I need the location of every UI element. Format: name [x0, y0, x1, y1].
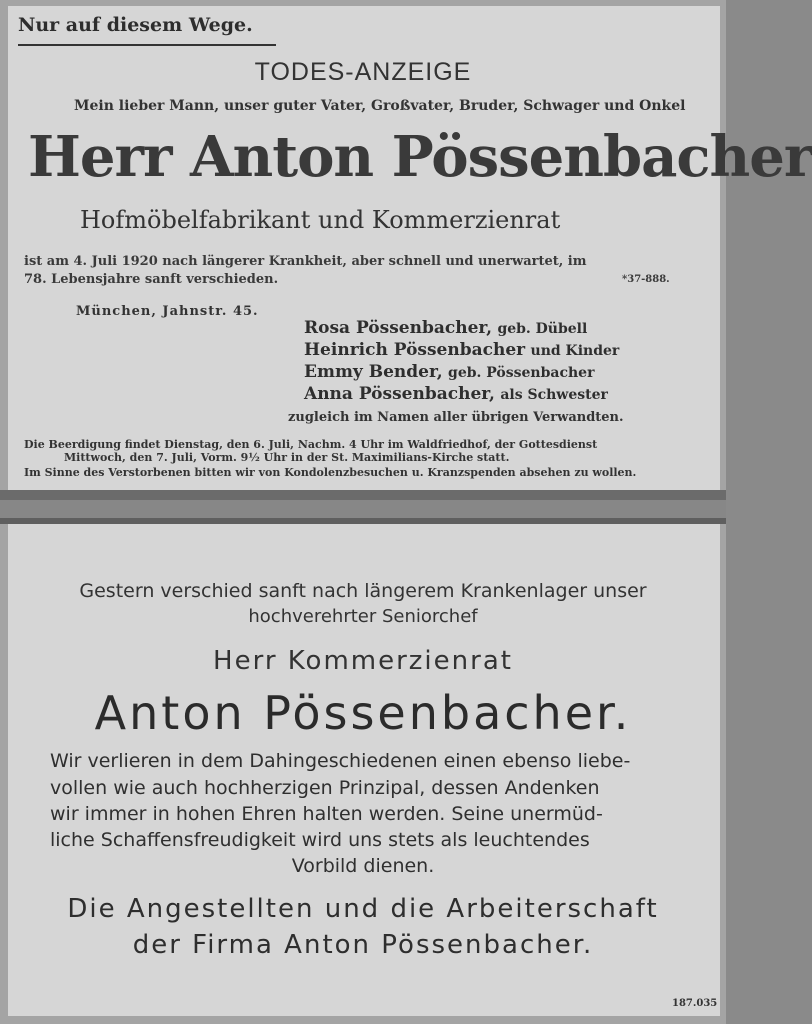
mourner-relation: als Schwester [500, 387, 608, 403]
mourner-entry [304, 340, 619, 360]
body-text-line: wir immer in hohen Ehren halten werden. Seine unermüd- [50, 803, 603, 825]
signature-line: Die Angestellten und die Arbeiterschaft [67, 894, 659, 924]
deceased-profession: Hofmöbelfabrikant und Kommerzienrat [80, 206, 561, 234]
funeral-info-line: Mittwoch, den 7. Juli, Vorm. 9½ Uhr in der St. Maximilians-Kirche statt. [64, 451, 510, 464]
mourner-entry [304, 362, 594, 382]
mourner-relation: und Kinder [530, 343, 620, 359]
mourner-relation: geb. Pössenbacher [448, 365, 595, 381]
mourner-name: Rosa Pössenbacher, [304, 318, 493, 338]
mourner-entry [304, 318, 587, 338]
body-text-line: vollen wie auch hochherzigen Prinzipal, dessen Andenken [50, 777, 600, 799]
deceased-name-large: Anton Pössenbacher. [94, 686, 632, 740]
honorific-title: Herr Kommerzienrat [213, 646, 513, 676]
signature-line: der Firma Anton Pössenbacher. [132, 930, 594, 960]
mourner-name: Heinrich Pössenbacher [304, 340, 526, 360]
reference-number: 187.035 [672, 998, 718, 1009]
relations-line: Mein lieber Mann, unser guter Vater, Großvater, Bruder, Schwager und Onkel [74, 98, 686, 114]
separator-band [0, 500, 726, 518]
header-label: Nur auf diesem Wege. [18, 14, 253, 36]
header-underline [18, 44, 276, 46]
intro-line: Gestern verschied sanft nach längerem Krankenlager unser [79, 580, 647, 602]
mourner-entry [304, 384, 608, 404]
death-statement-line: ist am 4. Juli 1920 nach längerer Krankheit, aber schnell und unerwartet, im [24, 254, 587, 269]
body-text-line: Wir verlieren in dem Dahingeschiedenen einen ebenso liebe- [50, 750, 631, 772]
body-text-line: liche Schaffensfreudigkeit wird uns stets als leuchtendes [50, 829, 590, 851]
mourners-note: zugleich im Namen aller übrigen Verwandten. [288, 410, 624, 425]
reference-number: *37-888. [622, 274, 670, 285]
mourner-relation: geb. Dübell [497, 321, 588, 337]
body-text-line: Vorbild dienen. [291, 855, 435, 877]
notice-title: TODES-ANZEIGE [254, 58, 472, 86]
intro-line: hochverehrter Seniorchef [248, 606, 478, 627]
funeral-info-line: Die Beerdigung findet Dienstag, den 6. Juli, Nachm. 4 Uhr im Waldfriedhof, der Gottesdienst [24, 438, 598, 451]
deceased-name: Herr Anton Pössenbacher [28, 124, 812, 190]
separator-rule [0, 490, 726, 500]
death-statement-line: 78. Lebensjahre sanft verschieden. [24, 272, 279, 287]
address: München, Jahnstr. 45. [76, 304, 259, 319]
mourner-name: Emmy Bender, [304, 362, 443, 382]
mourner-name: Anna Pössenbacher, [304, 384, 495, 404]
condolence-request: Im Sinne des Verstorbenen bitten wir von Kondolenzbesuchen u. Kranzspenden absehen zu wollen. [24, 466, 637, 479]
